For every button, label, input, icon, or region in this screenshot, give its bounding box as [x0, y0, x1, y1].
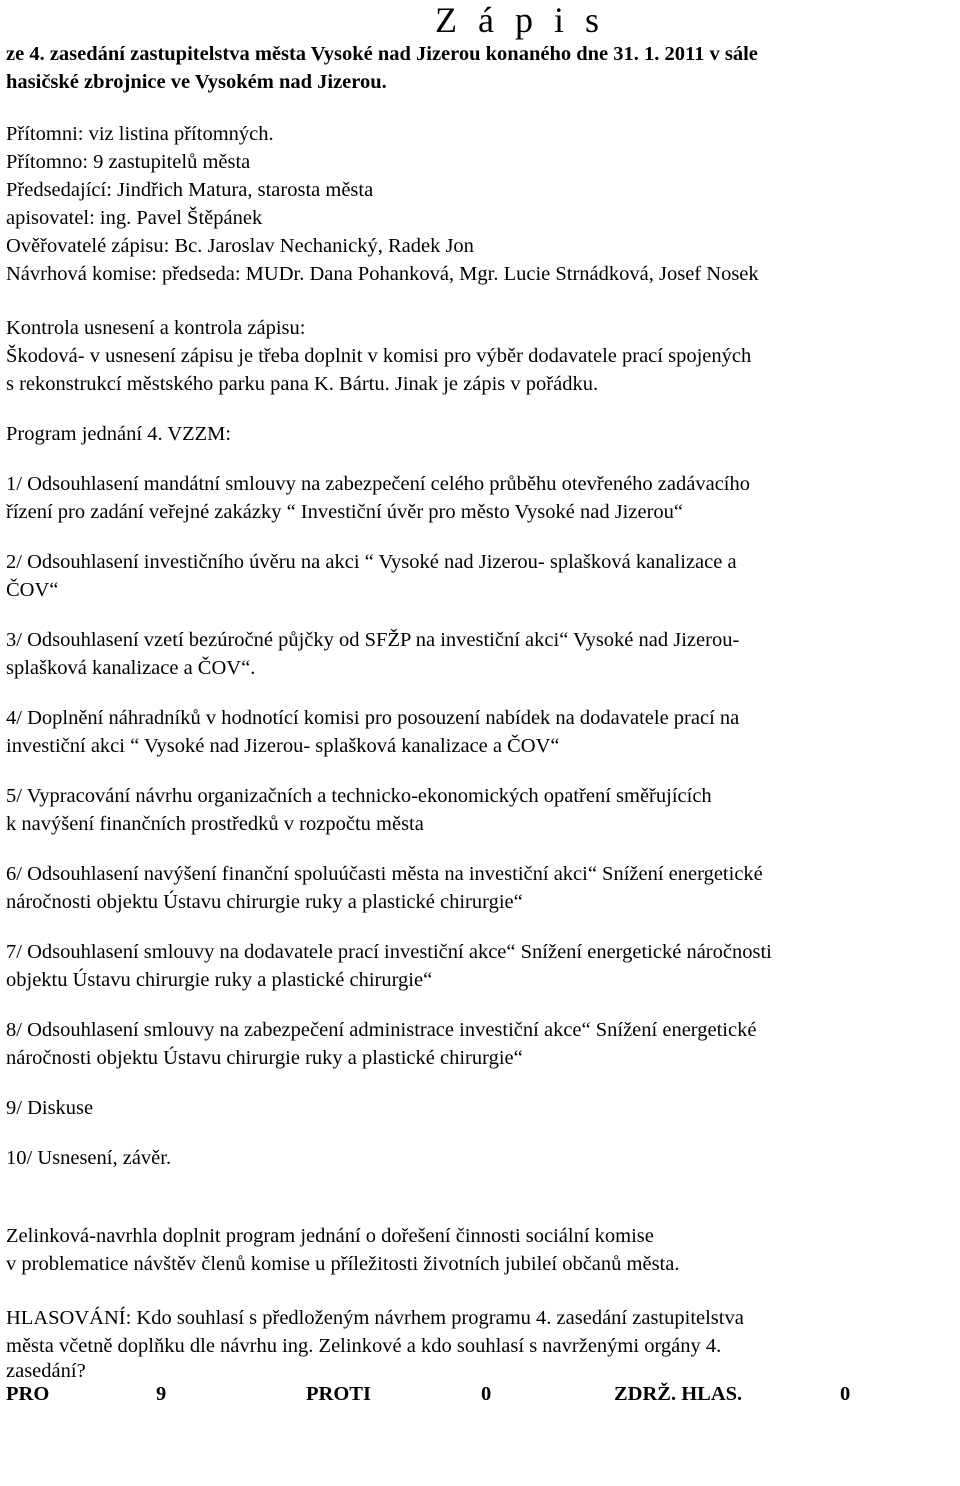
attendance-line: Přítomni: viz listina přítomných. — [6, 123, 274, 145]
program-item-line: ČOV“ — [6, 579, 59, 601]
document-page — [6, 0, 954, 1406]
control-line: Škodová- v usnesení zápisu je třeba doplnit v komisi pro výběr dodavatele prací spojených — [6, 345, 752, 367]
program-item — [6, 1094, 954, 1122]
program-item — [6, 1144, 954, 1172]
control-heading: Kontrola usnesení a kontrola zápisu: — [6, 317, 306, 339]
header-line: ze 4. zasedání zastupitelstva města Vysoké nad Jizerou konaného dne 31. 1. 2011 v sále — [6, 43, 758, 65]
proposal-line: v problematice návštěv členů komise u příležitosti životních jubileí občanů města. — [6, 1253, 680, 1275]
program-item-line: objektu Ústavu chirurgie ruky a plastické chirurgie“ — [6, 969, 433, 991]
proposal-block — [6, 1222, 954, 1278]
program-item — [6, 704, 954, 760]
program-item — [6, 626, 954, 682]
attendance-line: Přítomno: 9 zastupitelů města — [6, 151, 251, 173]
program-item — [6, 470, 954, 526]
program-item-line: 1/ Odsouhlasení mandátní smlouvy na zabezpečení celého průběhu otevřeného zadávacího — [6, 473, 750, 495]
vote-result-row — [6, 1382, 954, 1406]
proposal-line: Zelinková-navrhla doplnit program jednání o dořešení činnosti sociální komise — [6, 1225, 654, 1247]
vote-zdrz-label: ZDRŽ. HLAS. — [614, 1383, 743, 1405]
program-item — [6, 1016, 954, 1072]
program-item-line: 2/ Odsouhlasení investičního úvěru na akci “ Vysoké nad Jizerou- splašková kanalizace a — [6, 551, 737, 573]
vote-line: HLASOVÁNÍ: Kdo souhlasí s předloženým návrhem programu 4. zasedání zastupitelstva — [6, 1307, 744, 1329]
program-item-line: náročnosti objektu Ústavu chirurgie ruky a plastické chirurgie“ — [6, 1047, 523, 1069]
vote-pro-label: PRO — [6, 1383, 50, 1405]
header-line: hasičské zbrojnice ve Vysokém nad Jizerou. — [6, 71, 387, 93]
program-item-line: 4/ Doplnění náhradníků v hodnotící komisi pro posouzení nabídek na dodavatele prací na — [6, 707, 740, 729]
attendance-block — [6, 120, 954, 288]
program-item — [6, 782, 954, 838]
program-item-line: řízení pro zadání veřejné zakázky “ Investiční úvěr pro město Vysoké nad Jizerou“ — [6, 501, 683, 523]
program-item-line: 3/ Odsouhlasení vzetí bezúročné půjčky od SFŽP na investiční akci“ Vysoké nad Jizerou- — [6, 629, 740, 651]
attendance-line: Ověřovatelé zápisu: Bc. Jaroslav Nechanický, Radek Jon — [6, 235, 474, 257]
vote-line: zasedání? — [6, 1360, 86, 1382]
vote-pro-value: 9 — [156, 1383, 167, 1405]
attendance-line: Návrhová komise: předseda: MUDr. Dana Pohanková, Mgr. Lucie Strnádková, Josef Nosek — [6, 263, 759, 285]
program-item-line: k navýšení finančních prostředků v rozpočtu města — [6, 813, 424, 835]
control-section — [6, 314, 954, 398]
program-item-line: 5/ Vypracování návrhu organizačních a technicko-ekonomických opatření směřujících — [6, 785, 712, 807]
program-item-line: 10/ Usnesení, závěr. — [6, 1147, 172, 1169]
program-item — [6, 548, 954, 604]
meeting-header — [6, 40, 954, 96]
attendance-line: apisovatel: ing. Pavel Štěpánek — [6, 207, 263, 229]
program-item-line: 6/ Odsouhlasení navýšení finanční spoluúčasti města na investiční akci“ Snížení energetické — [6, 863, 763, 885]
program-item — [6, 860, 954, 916]
control-line: s rekonstrukcí městského parku pana K. Bártu. Jinak je zápis v pořádku. — [6, 373, 599, 395]
vote-zdrz-value: 0 — [840, 1383, 851, 1405]
vote-proti-value: 0 — [481, 1383, 492, 1405]
program-item-line: splašková kanalizace a ČOV“. — [6, 657, 256, 679]
vote-proti-label: PROTI — [306, 1383, 371, 1405]
attendance-line: Předsedající: Jindřich Matura, starosta města — [6, 179, 374, 201]
program-item-line: 9/ Diskuse — [6, 1097, 94, 1119]
program-list — [6, 470, 954, 1172]
program-item — [6, 938, 954, 994]
document-title: Z á p i s — [435, 0, 605, 40]
program-item-line: 8/ Odsouhlasení smlouvy na zabezpečení administrace investiční akce“ Snížení energetické — [6, 1019, 757, 1041]
program-item-line: 7/ Odsouhlasení smlouvy na dodavatele prací investiční akce“ Snížení energetické náročnosti — [6, 941, 772, 963]
vote-block — [6, 1304, 954, 1406]
program-item-line: investiční akci “ Vysoké nad Jizerou- splašková kanalizace a ČOV“ — [6, 735, 560, 757]
program-item-line: náročnosti objektu Ústavu chirurgie ruky a plastické chirurgie“ — [6, 891, 523, 913]
program-heading: Program jednání 4. VZZM: — [6, 423, 232, 445]
vote-line: města včetně doplňku dle návrhu ing. Zelinkové a kdo souhlasí s navrženými orgány 4. — [6, 1335, 722, 1357]
